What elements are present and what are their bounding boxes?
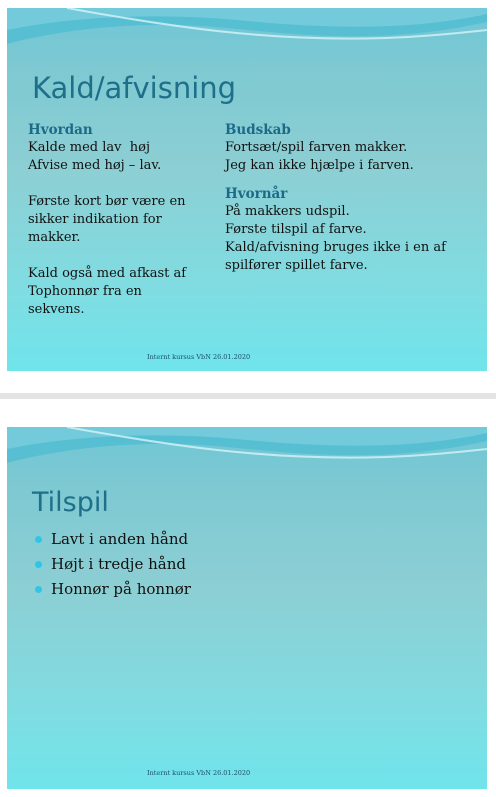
bullet-text: Lavt i anden hånd bbox=[51, 530, 189, 548]
text-line: Første tilspil af farve. bbox=[225, 222, 367, 237]
slide-footer: Internt kursus VbN 26.01.2020 bbox=[147, 353, 251, 361]
heading-hvornaar: Hvornår bbox=[225, 186, 288, 202]
slide-footer: Internt kursus VbN 26.01.2020 bbox=[147, 769, 251, 777]
text-line: Afvise med høj – lav. bbox=[28, 158, 162, 173]
bullet-item bbox=[35, 527, 191, 552]
text-line: Kald/afvisning bruges ikke i en af bbox=[225, 240, 446, 255]
text-line: spilfører spillet farve. bbox=[225, 258, 368, 273]
text-line: Kald også med afkast af bbox=[28, 266, 187, 281]
heading-budskab: Budskab bbox=[225, 122, 291, 138]
text-line: Fortsæt/spil farven makker. bbox=[225, 140, 408, 155]
bullet-dot-icon bbox=[35, 586, 42, 593]
bullet-list bbox=[35, 527, 191, 602]
slide-kald-afvisning bbox=[7, 8, 487, 371]
text-line: Jeg kan ikke hjælpe i farven. bbox=[225, 158, 414, 173]
bullet-text: Højt i tredje hånd bbox=[51, 555, 186, 573]
text-line: Kalde med lav høj bbox=[28, 140, 150, 155]
slide-tilspil bbox=[7, 427, 487, 789]
left-column bbox=[28, 121, 223, 319]
bullet-item bbox=[35, 577, 191, 602]
slide-separator bbox=[0, 393, 496, 399]
text-line: makker. bbox=[28, 230, 81, 245]
bullet-text: Honnør på honnør bbox=[51, 580, 191, 598]
text-line: sikker indikation for bbox=[28, 212, 162, 227]
text-line: Første kort bør være en bbox=[28, 194, 186, 209]
bullet-dot-icon bbox=[35, 536, 42, 543]
slide-title: Kald/afvisning bbox=[32, 71, 237, 105]
text-line: sekvens. bbox=[28, 302, 85, 317]
text-line: Tophonnør fra en bbox=[28, 284, 142, 299]
wave-decoration bbox=[7, 8, 487, 78]
bullet-item bbox=[35, 552, 191, 577]
text-line: På makkers udspil. bbox=[225, 204, 350, 219]
slide-title: Tilspil bbox=[32, 487, 109, 518]
bullet-dot-icon bbox=[35, 561, 42, 568]
right-column bbox=[225, 121, 475, 275]
heading-hvordan: Hvordan bbox=[28, 122, 93, 138]
